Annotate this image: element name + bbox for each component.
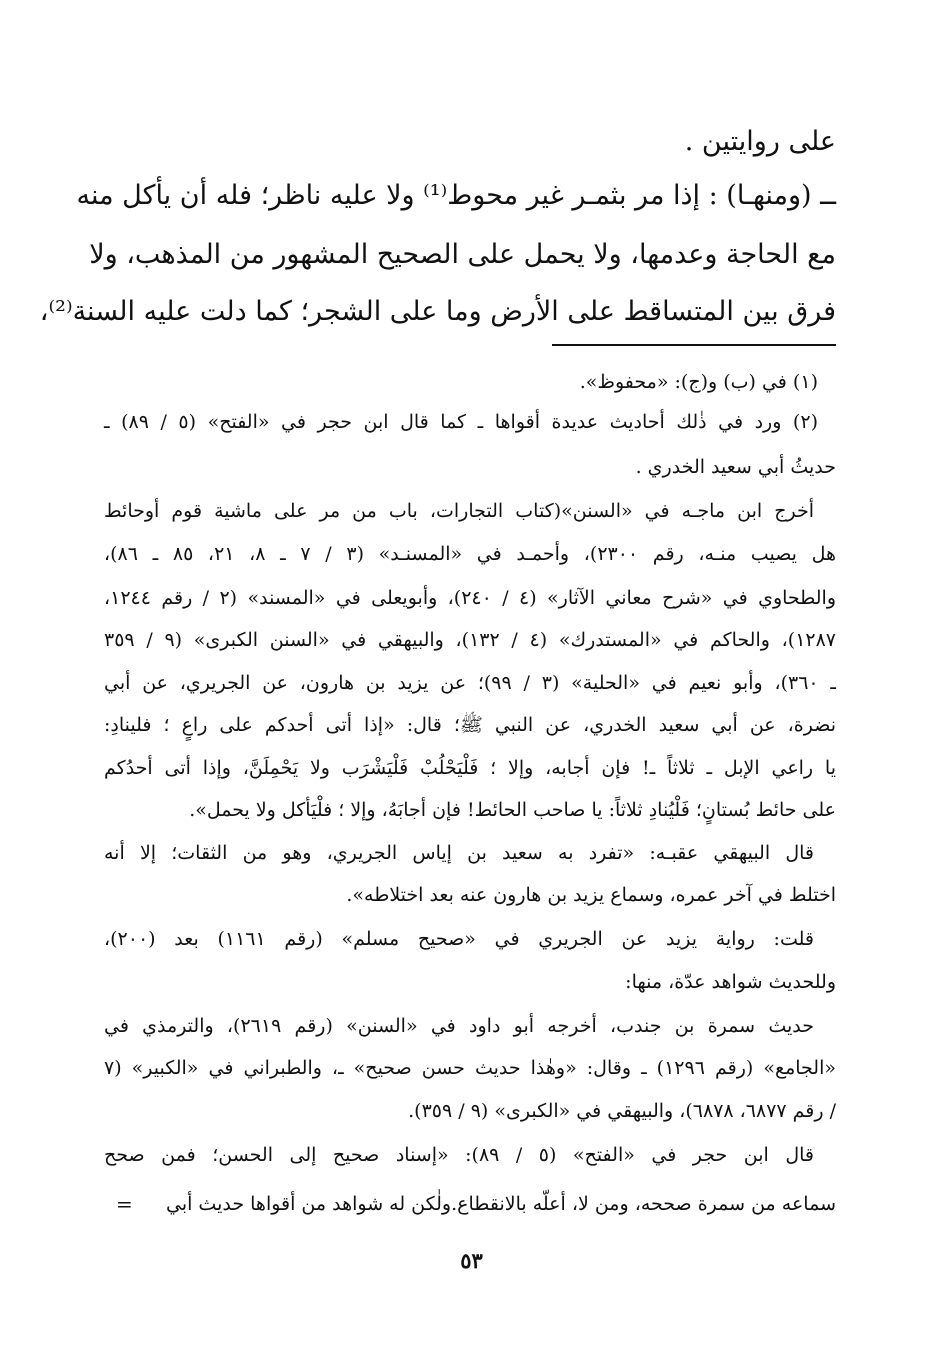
footnote-line-7: ١٢٨٧)، والحاكم في «المستدرك» (٤ / ١٣٢)، والبيهقي في «السنن الكبرى» (٩ / ٣٥٩ [104, 629, 837, 651]
footnote-line-4: أخرج ابن ماجـه في «السنن»(كتاب التجارات، باب من مر على ماشية قوم أوحائط [104, 500, 814, 522]
footnote-line-15: وللحديث شواهد عدّة، منها: [625, 971, 836, 993]
footnote-line-6: والطحاوي في «شرح معاني الآثار» (٤ / ٢٤٠)، وأبويعلى في «المسند» (٢ / رقم ١٢٤٤، [104, 587, 837, 609]
main-line-3: مع الحاجة وعدمها، ولا يحمل على الصحيح المشهور من المذهب، ولا [89, 239, 836, 270]
main-line-2: ــ (ومنهـا) : إذا مر بثمـر غير محوط⁽¹⁾ ولا عليه ناظر؛ فله أن يأكل منه [76, 180, 836, 211]
footnote-line-12: قال البيهقي عقبـه: «تفرد به سعيد بن إياس الجريري، وهو من الثقات؛ إلا أنه [104, 842, 814, 864]
footnote-line-20: سماعه من سمرة صححه، ومن لا، أعلّه بالانقطاع.ولٰكن له شواهد من أقواها حديث أبي [165, 1193, 836, 1215]
footnote-line-8: ـ ٣٦٠)، وأبو نعيم في «الحلية» (٣ / ٩٩)؛ عن يزيد بن هارون، عن الجريري، عن أبي [104, 672, 836, 694]
main-line-1: على روايتين . [684, 126, 836, 157]
continuation-mark: = [116, 1192, 133, 1216]
footnote-line-17: «الجامع» (رقم ١٢٩٦) ـ وقال: «وهٰذا حديث حسن صحيح» ـ، والطبراني في «الكبير» (٧ [104, 1057, 836, 1079]
footnote-line-18: / رقم ٦٨٧٧، ٦٨٧٨)، والبيهقي في «الكبرى» (٩ / ٣٥٩). [408, 1100, 836, 1122]
footnote-line-2: (٢) ورد في ذٰلك أحاديث عديدة أقواها ـ كما قال ابن حجر في «الفتح» (٥ / ٨٩) ـ [104, 411, 818, 433]
footnote-line-19: قال ابن حجر في «الفتح» (٥ / ٨٩): «إسناد صحيح إلى الحسن؛ فمن صحح [104, 1144, 815, 1166]
footnote-line-3: حديثُ أبي سعيد الخدري . [635, 456, 836, 478]
footnote-line-16: حديث سمرة بن جندب، أخرجه أبو داود في «السنن» (رقم ٢٦١٩)، والترمذي في [104, 1015, 814, 1037]
footnote-line-10: يا راعي الإبل ـ ثلاثاً ـ! فإن أجابه، وإلا ؛ فَلْيَحْلُبْ فَلْيَشْرَب ولا يَحْمِلَنَّ، وإذا أتى أحدُكم [104, 757, 836, 779]
page-number: ٥٣ [460, 1248, 483, 1273]
footnote-line-5: هل يصيب منـه، رقم ٢٣٠٠)، وأحمـد في «المسنـد» (٣ / ٧ ـ ٨، ٢١، ٨٥ ـ ٨٦)، [104, 543, 837, 565]
main-line-4: فرق بين المتساقط على الأرض وما على الشجر؛ كما دلت عليه السنة⁽²⁾، [39, 296, 836, 327]
footnote-divider [552, 344, 836, 346]
footnote-line-9: نضرة، عن أبي سعيد الخدري، عن النبي ﷺ؛ قال: «إذا أتى أحدكم على راعٍ ؛ فلينادِ: [104, 714, 836, 736]
footnote-line-13: اختلط في آخر عمره، وسماع يزيد بن هارون عنه بعد اختلاطه». [346, 884, 836, 906]
footnote-line-14: قلت: رواية يزيد عن الجريري في «صحيح مسلم» (رقم ١١٦١) بعد (٢٠٠)، [104, 928, 814, 950]
footnote-line-11: على حائط بُستانٍ؛ فَلْيُنادِ ثلاثاً: يا صاحب الحائط! فإن أجابَهُ، وإلا ؛ فلْيَأكل ولا يحمل». [189, 799, 836, 821]
footnote-line-1: (١) في (ب) و(ج): «محفوظ». [579, 371, 818, 393]
